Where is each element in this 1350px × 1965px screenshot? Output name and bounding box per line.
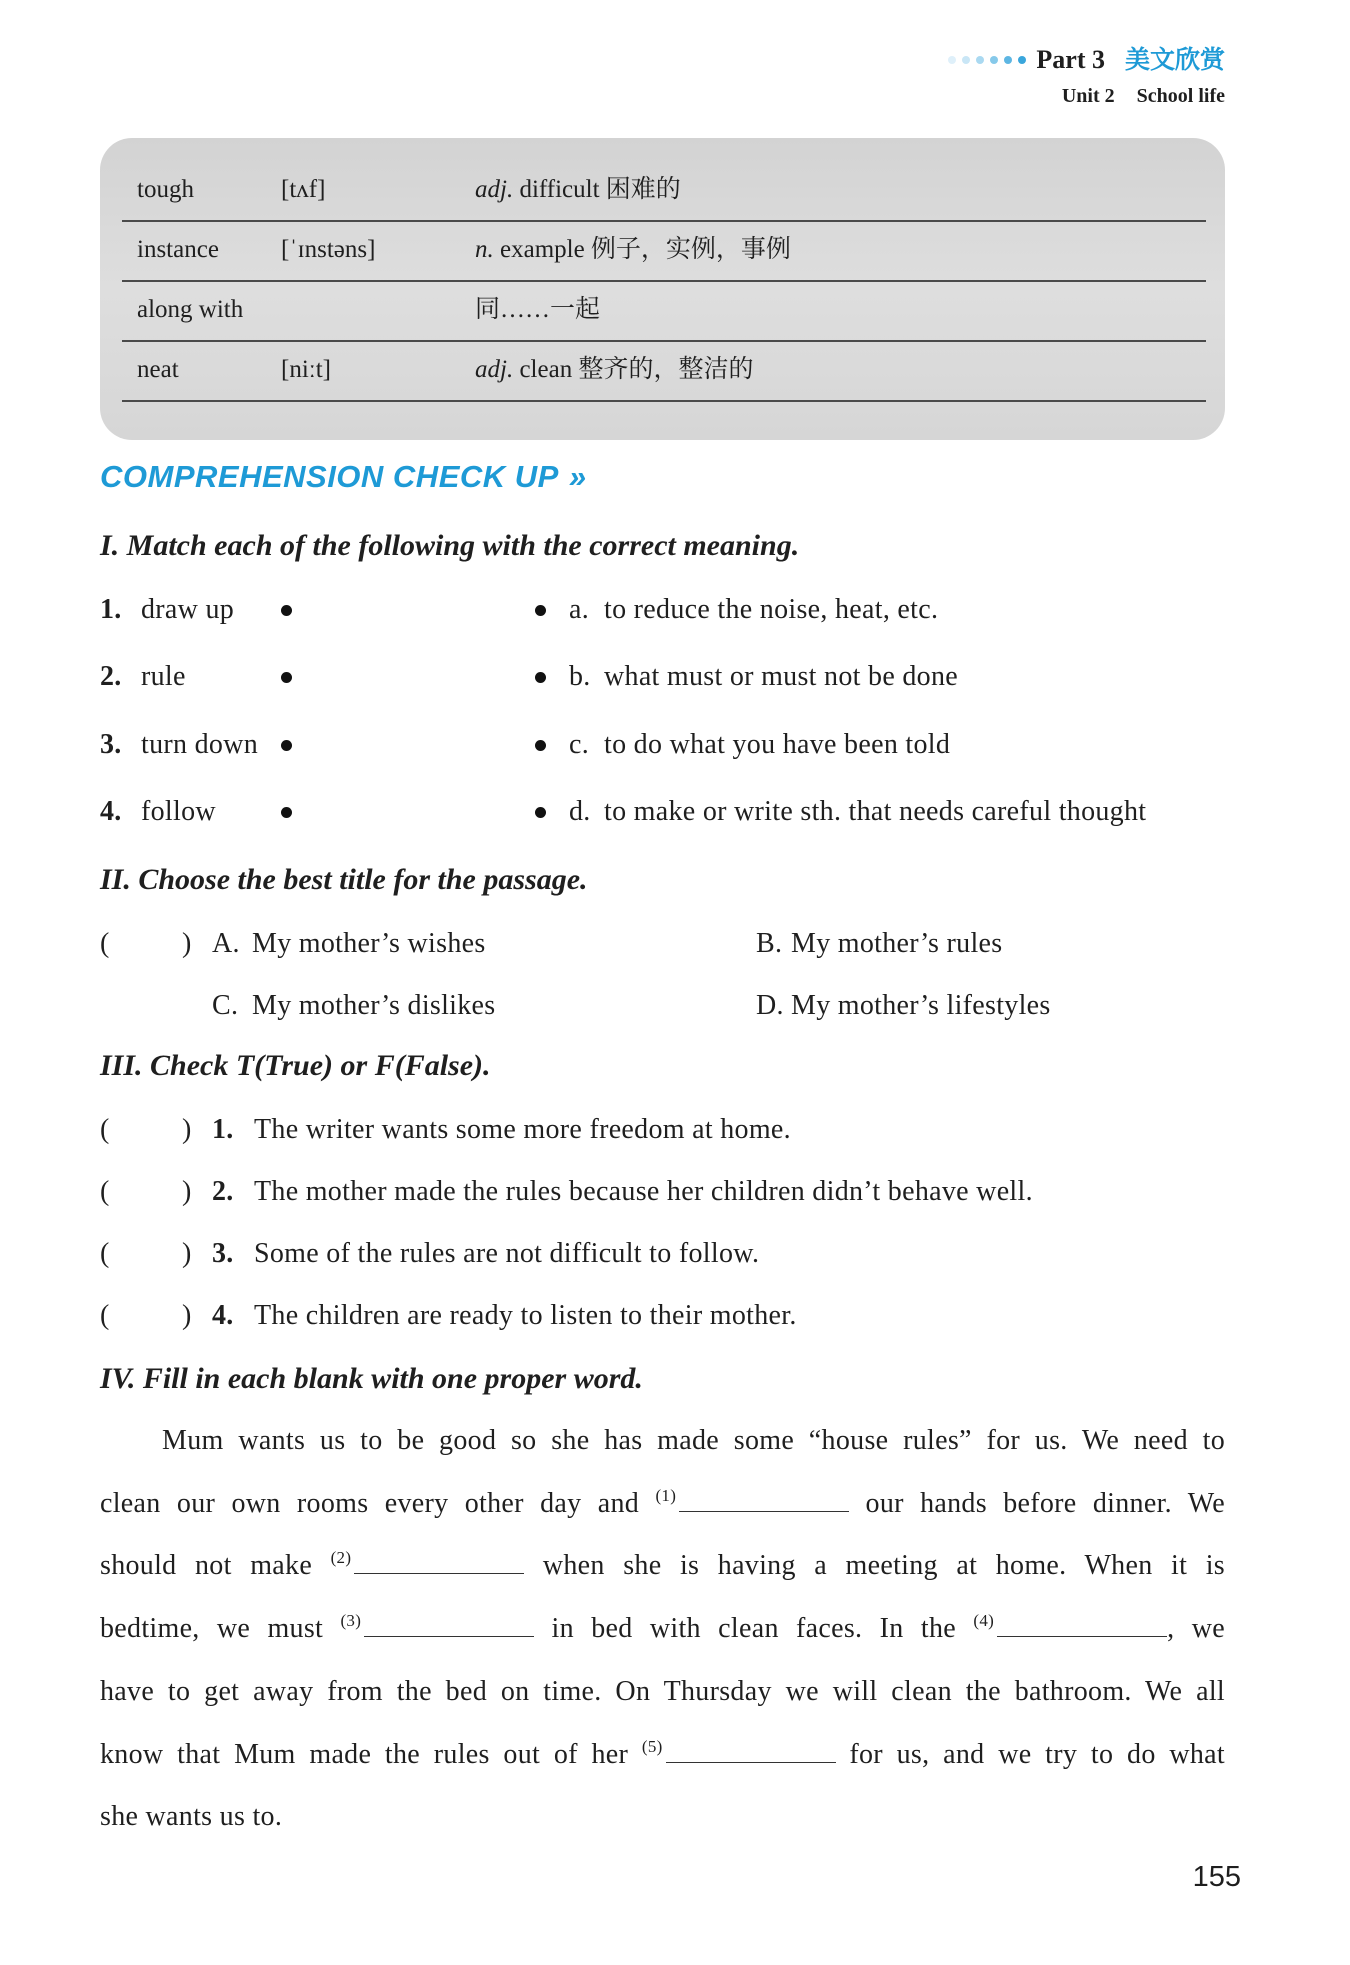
passage-text: have to get away from the bed on time. On Thursday we will clean the bathroom. We all <box>100 1676 1225 1707</box>
answer-bracket-open: ( <box>100 1300 110 1331</box>
meaning-letter: d. <box>569 796 591 827</box>
answer-blank <box>354 1551 524 1574</box>
vocab-word: along with <box>137 296 244 323</box>
vocab-row <box>122 220 1206 282</box>
meaning-text: what must or must not be done <box>604 661 958 692</box>
passage-text: for us, and we try to do what <box>849 1739 1225 1770</box>
vocab-word: instance <box>137 236 219 263</box>
vocab-meaning <box>475 160 681 220</box>
match-dot-left <box>281 807 292 818</box>
page-number: 155 <box>1192 1861 1241 1893</box>
option-letter: C. <box>212 990 239 1021</box>
statement-row <box>0 1234 1350 1274</box>
answer-bracket-open: ( <box>100 1238 110 1269</box>
vocab-definition: 同……一起 <box>475 296 601 323</box>
unit-label: Unit 2 <box>1061 85 1115 107</box>
statement-number: 1. <box>212 1114 234 1145</box>
meaning-text: to reduce the noise, heat, etc. <box>604 594 939 625</box>
vocab-row <box>122 160 1206 222</box>
match-row <box>0 657 1350 697</box>
comprehension-title-text: COMPREHENSION CHECK UP <box>100 459 559 494</box>
term-word: draw up <box>141 594 235 625</box>
option-row <box>0 986 1350 1026</box>
answer-bracket-close: ) <box>182 1300 192 1331</box>
meaning-text: to make or write sth. that needs careful thought <box>604 796 1147 827</box>
answer-bracket-close: ) <box>182 1114 192 1145</box>
term-word: turn down <box>141 729 259 760</box>
meaning-letter: b. <box>569 661 591 692</box>
blank-number: (3) <box>340 1611 362 1630</box>
vocab-pos: n. <box>475 236 494 263</box>
passage-text: bedtime, we must <box>100 1613 324 1644</box>
comprehension-title <box>100 452 587 502</box>
match-dot-left <box>281 605 292 616</box>
match-dot-right <box>535 740 546 751</box>
match-dot-right <box>535 807 546 818</box>
passage-text: clean our own rooms every other day and <box>100 1488 640 1519</box>
passage-text: know that Mum made the rules out of her <box>100 1739 629 1770</box>
passage-text: she wants us to. <box>100 1801 283 1832</box>
header-dot <box>1018 56 1026 64</box>
meaning-letter: c. <box>569 729 590 760</box>
chevron-right-icon: » <box>568 459 587 494</box>
part-label: Part 3 <box>1036 45 1105 74</box>
vocab-definition: difficult 困难的 <box>519 176 681 203</box>
blank-number: (4) <box>973 1611 995 1630</box>
passage-text: should not make <box>100 1550 313 1581</box>
blank-number: (2) <box>330 1548 352 1567</box>
vocab-phonetic: [niːt] <box>281 356 331 383</box>
passage-text: our hands before dinner. We <box>865 1488 1225 1519</box>
unit-header <box>1062 81 1225 111</box>
answer-bracket-close: ) <box>182 1238 192 1269</box>
statement-number: 4. <box>212 1300 234 1331</box>
term-number: 4. <box>100 796 122 827</box>
option-text: My mother’s rules <box>791 928 1003 959</box>
vocab-definition: clean 整齐的，整洁的 <box>519 356 754 383</box>
match-row <box>0 590 1350 630</box>
passage-line <box>100 1797 1225 1837</box>
answer-bracket-open: ( <box>100 1176 110 1207</box>
term-number: 2. <box>100 661 122 692</box>
option-row <box>0 924 1350 964</box>
answer-blank <box>679 1489 849 1512</box>
header-dot <box>990 56 998 64</box>
statement-row <box>0 1110 1350 1150</box>
vocab-pos: adj. <box>475 176 514 203</box>
statement-row <box>0 1296 1350 1336</box>
statement-number: 2. <box>212 1176 234 1207</box>
vocab-row <box>122 340 1206 402</box>
passage-line <box>100 1484 1225 1524</box>
unit-title: School life <box>1136 85 1225 107</box>
statement-text: The writer wants some more freedom at home. <box>254 1114 791 1145</box>
statement-row <box>0 1172 1350 1212</box>
vocab-pos: adj. <box>475 356 514 383</box>
vocab-meaning <box>475 340 753 400</box>
match-row <box>0 725 1350 765</box>
passage-line <box>100 1546 1225 1586</box>
section-2-title: II. Choose the best title for the passage. <box>100 863 588 896</box>
vocab-phonetic: [tʌf] <box>281 176 326 203</box>
statement-text: The mother made the rules because her children didn’t behave well. <box>254 1176 1033 1207</box>
section-1-title: I. Match each of the following with the correct meaning. <box>100 529 800 562</box>
match-row <box>0 792 1350 832</box>
header-dot <box>948 56 956 64</box>
match-dot-left <box>281 672 292 683</box>
match-dot-left <box>281 740 292 751</box>
option-letter: A. <box>212 928 240 959</box>
header-dot <box>962 56 970 64</box>
term-number: 3. <box>100 729 122 760</box>
answer-bracket-close: ) <box>182 928 192 959</box>
section-4-title: IV. Fill in each blank with one proper word. <box>100 1362 643 1395</box>
passage-text: in bed with clean faces. In the <box>551 1613 957 1644</box>
option-letter: D. <box>756 990 784 1021</box>
option-text: My mother’s lifestyles <box>791 990 1051 1021</box>
statement-text: The children are ready to listen to their mother. <box>254 1300 797 1331</box>
answer-bracket-open: ( <box>100 928 110 959</box>
passage-line <box>100 1421 1225 1461</box>
option-letter: B. <box>756 928 783 959</box>
vocab-box <box>100 138 1225 440</box>
vocab-definition: example 例子，实例，事例 <box>500 236 791 263</box>
vocab-word: tough <box>137 176 194 203</box>
passage-line <box>100 1609 1225 1649</box>
header-dot <box>976 56 984 64</box>
answer-blank <box>997 1614 1167 1637</box>
section-label-cn: 美文欣赏 <box>1124 45 1225 74</box>
answer-blank <box>364 1614 534 1637</box>
answer-bracket-close: ) <box>182 1176 192 1207</box>
passage-text: , we <box>1167 1613 1225 1644</box>
match-dot-right <box>535 672 546 683</box>
vocab-meaning <box>475 220 791 280</box>
answer-bracket-open: ( <box>100 1114 110 1145</box>
term-number: 1. <box>100 594 122 625</box>
vocab-row <box>122 280 1206 342</box>
vocab-meaning <box>475 280 600 340</box>
section-3-title: III. Check T(True) or F(False). <box>100 1049 491 1082</box>
passage-line <box>100 1735 1225 1775</box>
statement-number: 3. <box>212 1238 234 1269</box>
passage-line <box>100 1672 1225 1712</box>
passage-text: Mum wants us to be good so she has made some “house rules” for us. We need to <box>162 1425 1225 1456</box>
option-text: My mother’s wishes <box>252 928 486 959</box>
statement-text: Some of the rules are not difficult to follow. <box>254 1238 760 1269</box>
vocab-word: neat <box>137 356 179 383</box>
meaning-text: to do what you have been told <box>604 729 951 760</box>
term-word: rule <box>141 661 186 692</box>
match-dot-right <box>535 605 546 616</box>
passage-text: when she is having a meeting at home. When it is <box>542 1550 1225 1581</box>
answer-blank <box>666 1740 836 1763</box>
option-text: My mother’s dislikes <box>252 990 496 1021</box>
blank-number: (5) <box>641 1737 663 1756</box>
running-header <box>948 40 1225 80</box>
blank-number: (1) <box>655 1486 677 1505</box>
meaning-letter: a. <box>569 594 590 625</box>
header-dot <box>1004 56 1012 64</box>
vocab-phonetic: [ˈɪnstəns] <box>281 236 376 263</box>
term-word: follow <box>141 796 216 827</box>
